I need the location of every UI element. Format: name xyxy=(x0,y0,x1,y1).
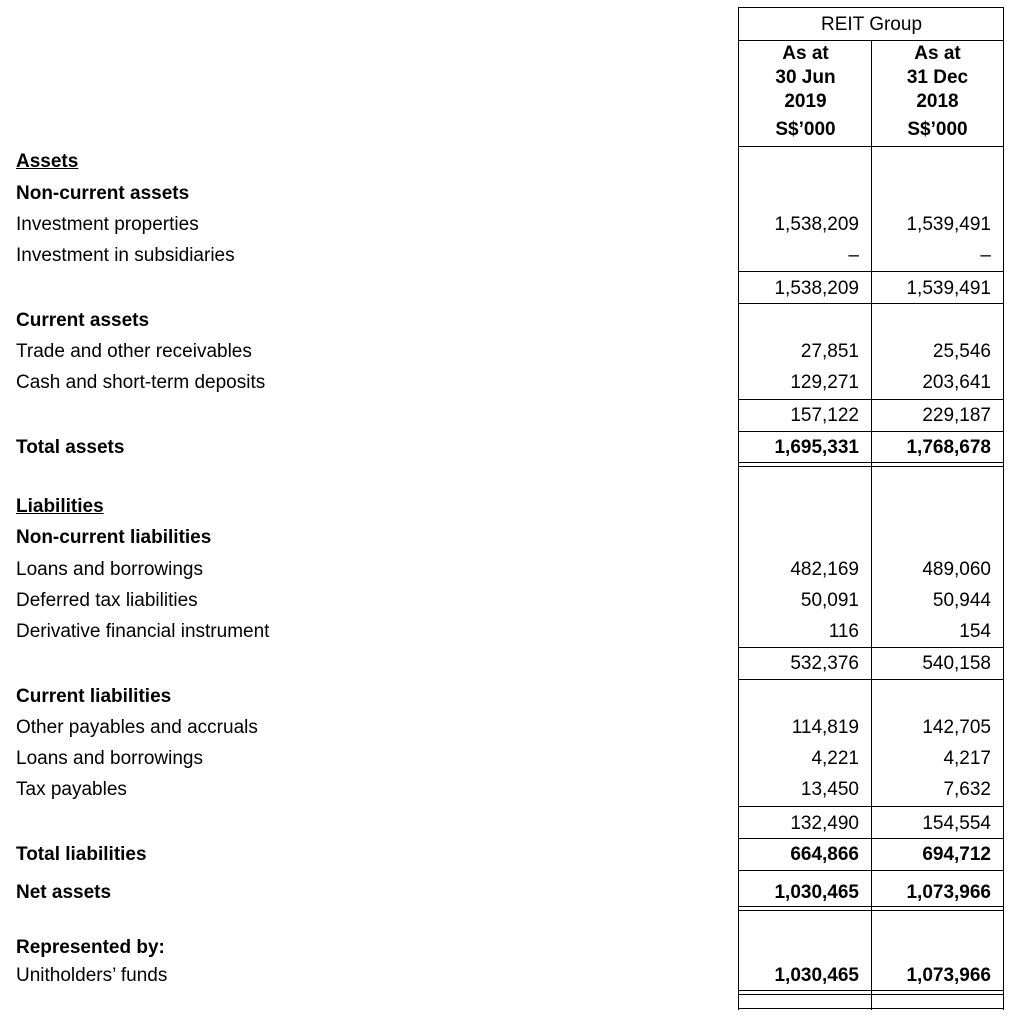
row-label: Loans and borrowings xyxy=(16,748,203,769)
net-assets-2018: 1,073,966 xyxy=(906,882,991,903)
row-value-2019: 116 xyxy=(828,621,859,642)
row-value-2018: 1,539,491 xyxy=(906,214,991,235)
row-value-2018: 7,632 xyxy=(943,779,991,800)
total-assets-label: Total assets xyxy=(16,437,125,458)
total-liabilities-2018: 694,712 xyxy=(922,844,991,865)
total-assets-2018: 1,768,678 xyxy=(906,437,991,458)
row-value-2019: 114,819 xyxy=(791,717,859,738)
represented-by-label: Represented by: xyxy=(16,937,165,958)
row-value-2019: – xyxy=(848,245,859,266)
row-value-2018: 4,217 xyxy=(943,748,991,769)
row-value-2019: 27,851 xyxy=(800,341,859,362)
subtotal-2018: 540,158 xyxy=(922,653,991,674)
row-value-2019: 1,538,209 xyxy=(774,214,859,235)
subtotal-2019: 157,122 xyxy=(790,405,859,426)
group-header: REIT Group xyxy=(820,14,923,35)
row-label: Other payables and accruals xyxy=(16,717,258,738)
section-assets: Assets xyxy=(16,151,79,172)
row-value-2018: 154 xyxy=(959,621,991,642)
subsection-noncurrent-liabilities: Non-current liabilities xyxy=(16,527,212,548)
total-liabilities-2019: 664,866 xyxy=(790,844,859,865)
subtotal-2019: 1,538,209 xyxy=(774,278,859,299)
net-assets-2019: 1,030,465 xyxy=(774,882,859,903)
subtotal-2018: 229,187 xyxy=(922,405,991,426)
column-header-2019: As at 30 Jun 2019 xyxy=(775,43,836,112)
row-label: Investment in subsidiaries xyxy=(16,245,235,266)
total-liabilities-label: Total liabilities xyxy=(16,844,147,865)
row-label: Deferred tax liabilities xyxy=(16,590,198,611)
row-label: Investment properties xyxy=(16,214,199,235)
row-value-2019: 482,169 xyxy=(790,559,859,580)
row-label: Cash and short-term deposits xyxy=(16,372,266,393)
row-value-2018: 489,060 xyxy=(922,559,991,580)
column-unit-2019: S$’000 xyxy=(775,119,836,140)
subtotal-2019: 132,490 xyxy=(790,813,859,834)
subsection-current-liabilities: Current liabilities xyxy=(16,686,172,707)
subtotal-2018: 1,539,491 xyxy=(906,278,991,299)
subsection-noncurrent-assets: Non-current assets xyxy=(16,183,190,204)
row-value-2018: 203,641 xyxy=(922,372,991,393)
row-value-2019: 129,271 xyxy=(790,372,859,393)
subtotal-2019: 532,376 xyxy=(790,653,859,674)
row-label: Derivative financial instrument xyxy=(16,621,270,642)
unitholders-funds-2019: 1,030,465 xyxy=(774,965,859,986)
column-unit-2018: S$’000 xyxy=(907,119,968,140)
row-value-2019: 4,221 xyxy=(811,748,859,769)
unitholders-funds-2018: 1,073,966 xyxy=(906,965,991,986)
subtotal-2018: 154,554 xyxy=(922,813,991,834)
row-value-2018: 25,546 xyxy=(932,341,991,362)
row-value-2019: 50,091 xyxy=(800,590,859,611)
row-label: Tax payables xyxy=(16,779,127,800)
section-liabilities: Liabilities xyxy=(16,496,104,517)
row-value-2018: 142,705 xyxy=(922,717,991,738)
row-value-2018: 50,944 xyxy=(932,590,991,611)
unitholders-funds-label: Unitholders’ funds xyxy=(16,965,168,986)
row-value-2018: – xyxy=(980,245,991,266)
total-assets-2019: 1,695,331 xyxy=(774,437,859,458)
subsection-current-assets: Current assets xyxy=(16,310,150,331)
row-label: Loans and borrowings xyxy=(16,559,203,580)
row-value-2019: 13,450 xyxy=(800,779,859,800)
net-assets-label: Net assets xyxy=(16,882,112,903)
row-label: Trade and other receivables xyxy=(16,341,252,362)
column-header-2018: As at 31 Dec 2018 xyxy=(906,43,969,112)
